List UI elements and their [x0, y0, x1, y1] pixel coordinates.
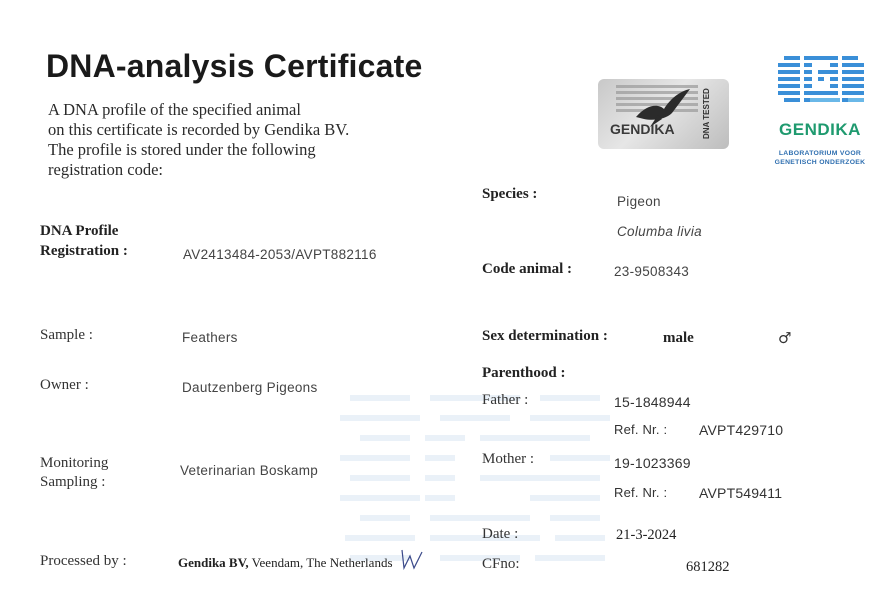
dna-profile-label-2: Registration :: [40, 243, 128, 259]
species-label: Species :: [482, 186, 538, 202]
owner-label: Owner :: [40, 377, 89, 393]
father-ref-label: Ref. Nr. :: [614, 422, 668, 437]
monitoring-label: Monitoring: [40, 455, 109, 471]
species-latin: Columba livia: [617, 224, 702, 239]
logo-subtitle: LABORATORIUM VOOR GENETISCH ONDERZOEK: [774, 150, 866, 166]
owner-value: Dautzenberg Pigeons: [182, 380, 318, 395]
male-symbol-icon: ♂: [778, 329, 792, 347]
date-label: Date :: [482, 526, 519, 542]
sample-label: Sample :: [40, 327, 93, 343]
intro-line: The profile is stored under the following: [48, 140, 316, 159]
date-value: 21-3-2024: [616, 527, 677, 543]
species-common: Pigeon: [617, 194, 661, 209]
logo-name: GENDIKA: [779, 120, 861, 139]
dna-profile-value: AV2413484-2053/AVPT882116: [183, 247, 377, 262]
code-animal-label: Code animal :: [482, 261, 572, 277]
processed-place: Veendam, The Netherlands: [248, 555, 393, 570]
processed-company: Gendika BV,: [178, 555, 249, 570]
sex-determination-label: Sex determination :: [482, 328, 608, 344]
sex-value: male: [663, 330, 694, 346]
intro-line: A DNA profile of the specified animal: [48, 100, 301, 119]
sample-value: Feathers: [182, 330, 238, 345]
dna-profile-label: DNA Profile: [40, 223, 119, 239]
seal-brand: GENDIKA: [610, 121, 675, 137]
dna-tested-seal: [598, 79, 729, 149]
parenthood-label: Parenthood :: [482, 365, 566, 381]
mother-ref-value: AVPT549411: [699, 485, 783, 501]
mother-label: Mother :: [482, 451, 535, 467]
signature-mark: [398, 546, 426, 572]
mother-ref-label: Ref. Nr. :: [614, 485, 668, 500]
father-label: Father :: [482, 392, 529, 408]
monitoring-label-2: Sampling :: [40, 474, 106, 490]
seal-tag: DNA TESTED: [702, 88, 711, 140]
processed-value: [178, 555, 393, 571]
cfno-value: 681282: [686, 559, 730, 575]
father-ref-value: AVPT429710: [699, 422, 784, 438]
intro-line: on this certificate is recorded by Gendika BV.: [48, 120, 350, 139]
mother-value: 19-1023369: [614, 455, 691, 471]
father-value: 15-1848944: [614, 394, 691, 410]
processed-label: Processed by :: [40, 553, 127, 569]
intro-line: registration code:: [48, 160, 164, 179]
cfno-label: CFno:: [482, 556, 520, 572]
code-animal-value: 23-9508343: [614, 264, 690, 279]
intro-text: [48, 100, 428, 180]
monitoring-value: Veterinarian Boskamp: [180, 463, 319, 478]
certificate-title: DNA-analysis Certificate: [46, 48, 423, 84]
